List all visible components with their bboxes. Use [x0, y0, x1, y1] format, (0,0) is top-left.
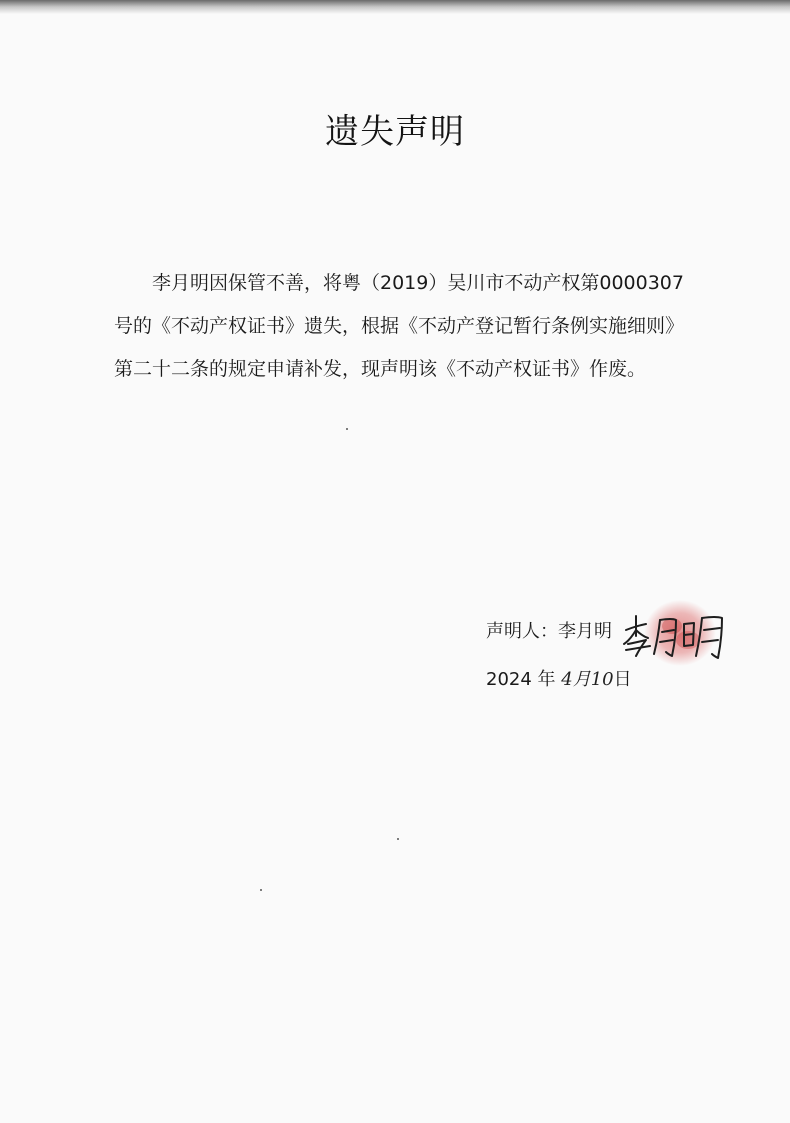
declarant-label: 声明人：李月明 — [486, 621, 612, 642]
document-title: 遗失声明 — [325, 112, 465, 152]
date-year-unit: 年 — [537, 669, 556, 690]
scan-speck — [260, 889, 262, 891]
scan-speck — [346, 428, 348, 430]
date-line — [486, 665, 632, 691]
declaration-body: 李月明因保管不善，将粤（2019）吴川市不动产权第0000307号的《不动产权证书》遗失，根据《不动产登记暂行条例实施细则》第二十二条的规定申请补发，现声明该《不动产权证书》作废。 — [114, 272, 685, 380]
handwritten-signature — [622, 608, 732, 668]
scan-edge-shadow — [0, 0, 790, 14]
scan-speck — [397, 838, 399, 840]
date-month-day-handwritten: 4月10 — [561, 669, 614, 690]
date-year: 2024 — [486, 669, 532, 690]
declarant-line — [486, 617, 612, 643]
date-day-unit: 日 — [613, 669, 632, 690]
